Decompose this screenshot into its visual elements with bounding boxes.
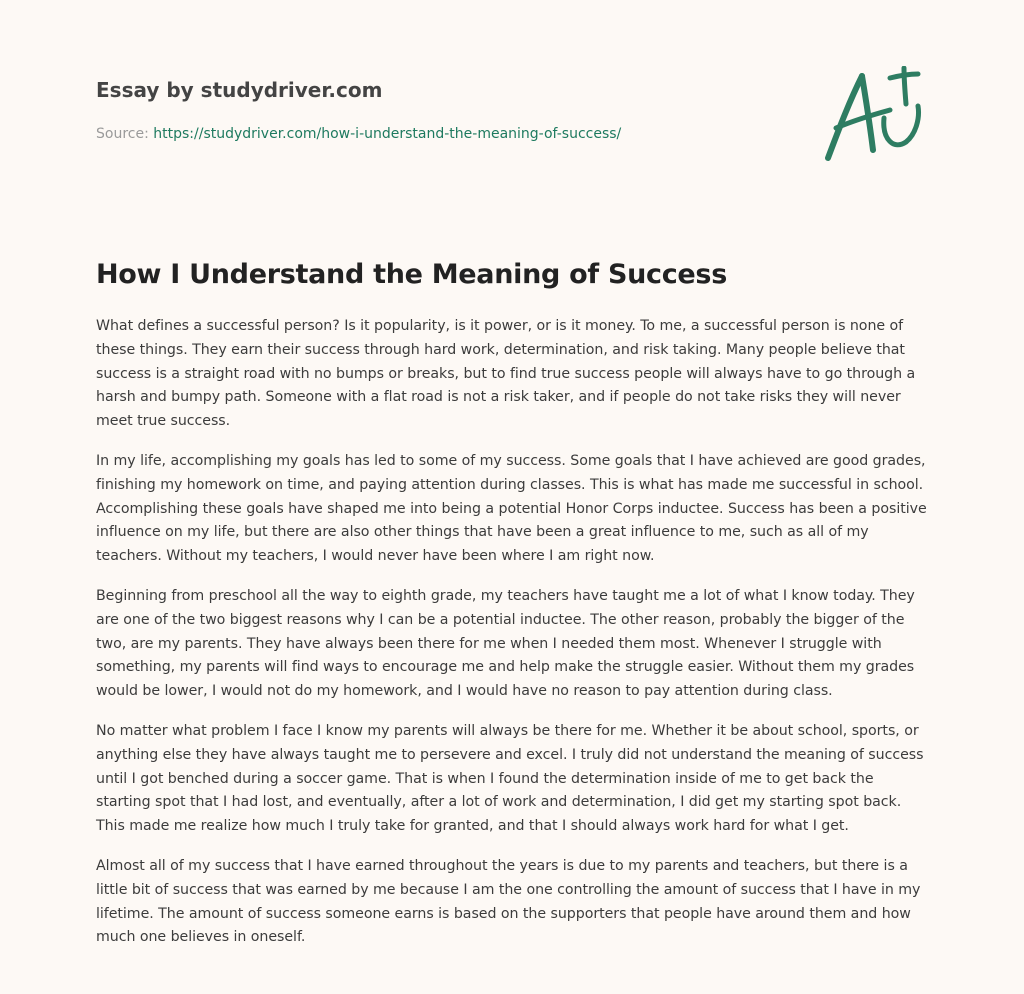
- header: [96, 76, 796, 144]
- paragraph: No matter what problem I face I know my parents will always be there for me. Whether it be about school, sports, or anything else they have always taught me to persevere and excel. I truly did not understand the meaning of success until I got benched during a soccer game. That is when I found the determination inside of me to get back the starting spot that I had lost, and eventually, after a lot of work and determination, I did get my starting spot back. This made me realize how much I truly take for granted, and that I should always work hard for what I get.: [96, 722, 924, 835]
- paragraph: Almost all of my success that I have earned throughout the years is due to my parents and teachers, but there is a little bit of success that was earned by me because I am the one controlling the amount of success that I have in my lifetime. The amount of success someone earns is based on the supporters that people have around them and how much one believes in oneself.: [96, 857, 921, 946]
- a-plus-grade-icon: [818, 66, 928, 166]
- source-line: [96, 124, 796, 144]
- a-plus-logo-svg: [818, 66, 928, 166]
- paragraph: Beginning from preschool all the way to eighth grade, my teachers have taught me a lot of what I know today. They are one of the two biggest reasons why I can be a potential inductee. The other reason, probably the bigger of the two, are my parents. They have always been there for me when I needed them most. Whenever I struggle with something, my parents will find ways to encourage me and help make the struggle easier. Without them my grades would be lower, I would not do my homework, and I would have no reason to pay attention during class.: [96, 587, 915, 700]
- paragraph: In my life, accomplishing my goals has led to some of my success. Some goals that I have achieved are good grades, finishing my homework on time, and paying attention during classes. This is what has made me successful in school. Accomplishing these goals have shaped me into being a potential Honor Corps inductee. Success has been a positive influence on my life, but there are also other things that have been a great influence to me, such as all of my teachers. Without my teachers, I would never have been where I am right now.: [96, 452, 927, 565]
- brand-title: Essay by studydriver.com: [96, 78, 383, 102]
- source-link[interactable]: https://studydriver.com/how-i-understand-the-meaning-of-success/: [153, 126, 622, 142]
- essay-body: [96, 315, 932, 966]
- essay-title: How I Understand the Meaning of Success: [96, 259, 727, 290]
- paragraph: What defines a successful person? Is it popularity, is it power, or is it money. To me, a successful person is none of these things. They earn their success through hard work, determination, and risk taking. Many people believe that success is a straight road with no bumps or breaks, but to find true success people will always have to go through a harsh and bumpy path. Someone with a flat road is not a risk taker, and if people do not take risks they will never meet true success.: [96, 318, 916, 430]
- source-label: Source:: [96, 126, 154, 142]
